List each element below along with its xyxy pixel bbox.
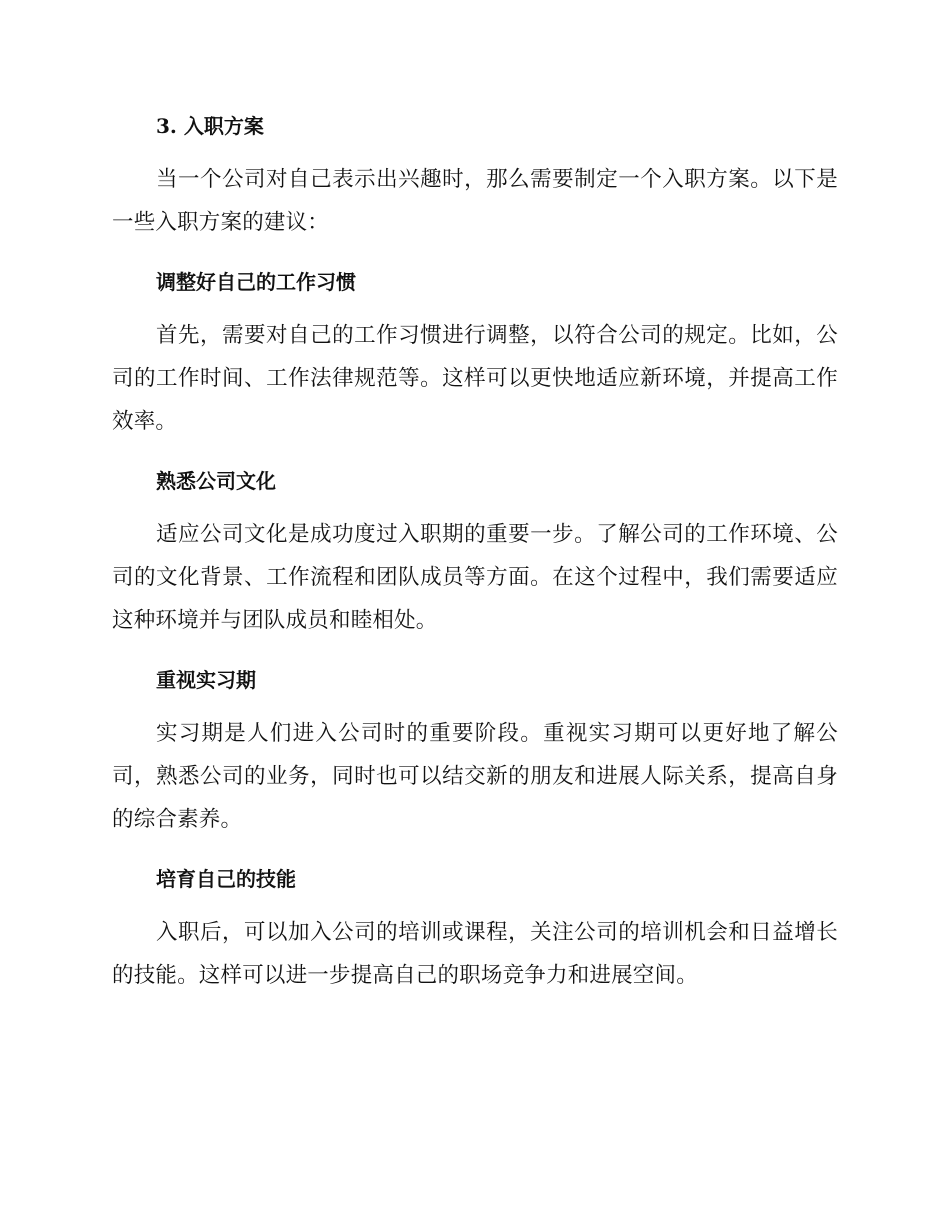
section-paragraph-company-culture: 适应公司文化是成功度过入职期的重要一步。了解公司的工作环境、公司的文化背景、工作流程和团队成员等方面。在这个过程中，我们需要适应这种环境并与团队成员和睦相处。 <box>112 522 838 633</box>
section-paragraph-intro: 当一个公司对自己表示出兴趣时，那么需要制定一个入职方案。以下是一些入职方案的建议： <box>112 167 838 235</box>
section-heading-onboarding-plan: 3. 入职方案 <box>156 114 264 138</box>
section-heading-company-culture: 熟悉公司文化 <box>156 469 276 493</box>
section-heading-skills: 培育自己的技能 <box>156 867 296 891</box>
section-heading-internship: 重视实习期 <box>156 668 256 692</box>
section-paragraph-internship: 实习期是人们进入公司时的重要阶段。重视实习期可以更好地了解公司，熟悉公司的业务，同时也可以结交新的朋友和进展人际关系，提高自身的综合素养。 <box>112 721 838 832</box>
section-paragraph-work-habits: 首先，需要对自己的工作习惯进行调整，以符合公司的规定。比如，公司的工作时间、工作法律规范等。这样可以更快地适应新环境，并提高工作效率。 <box>112 323 838 434</box>
section-heading-work-habits: 调整好自己的工作习惯 <box>156 270 356 294</box>
section-paragraph-skills: 入职后，可以加入公司的培训或课程，关注公司的培训机会和日益增长的技能。这样可以进一步提高自己的职场竞争力和进展空间。 <box>112 920 838 988</box>
